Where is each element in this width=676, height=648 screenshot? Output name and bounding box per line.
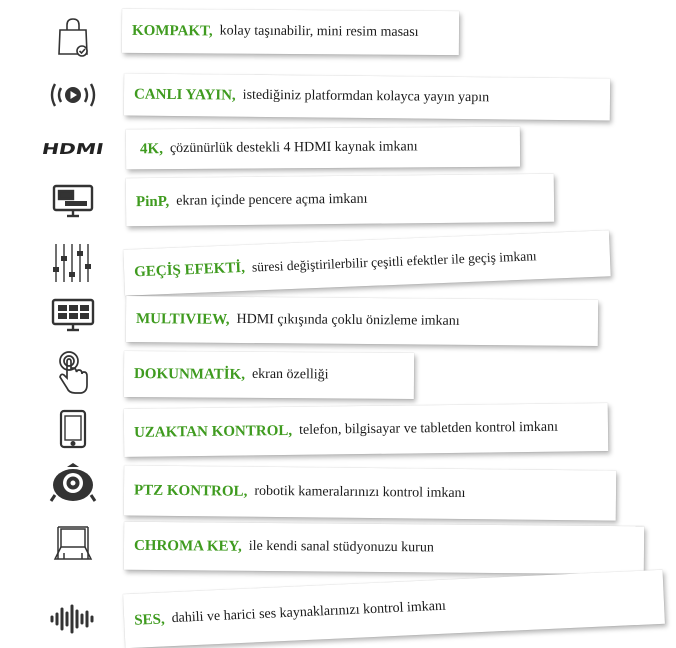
feature-description: istediğiniz platformdan kolayca yayın yapın bbox=[242, 87, 490, 106]
feature-description: kolay taşınabilir, mini resim masası bbox=[219, 23, 419, 40]
feature-title: UZAKTAN KONTROL, bbox=[133, 422, 293, 441]
feature-label-chroma bbox=[124, 522, 644, 575]
feature-label-touch bbox=[124, 351, 414, 399]
feature-title: CHROMA KEY, bbox=[133, 537, 242, 555]
feature-description: ekran içinde pencere açma imkanı bbox=[176, 191, 368, 209]
feature-label-ptz bbox=[124, 465, 616, 520]
feature-description: ile kendi sanal stüdyonuzu kurun bbox=[248, 538, 434, 556]
green-screen-studio-icon bbox=[44, 520, 102, 566]
feature-description: çözünürlük destekli 4 HDMI kaynak imkanı bbox=[169, 139, 418, 157]
feature-title: 4K, bbox=[139, 140, 163, 157]
feature-title: GEÇİŞ EFEKTİ, bbox=[133, 259, 246, 280]
live-stream-icon bbox=[44, 72, 102, 118]
feature-description: dahili ve harici ses kaynaklarınızı kontrol imkanı bbox=[171, 598, 447, 627]
picture-in-picture-icon bbox=[44, 178, 102, 224]
feature-label-live bbox=[124, 73, 610, 120]
feature-title: CANLI YAYIN, bbox=[133, 86, 236, 104]
ptz-camera-icon bbox=[44, 460, 102, 506]
feature-label-multiview bbox=[126, 296, 598, 346]
hdmi-logo-icon bbox=[38, 126, 108, 172]
feature-label-compact bbox=[122, 9, 459, 55]
feature-label-4k bbox=[126, 127, 520, 170]
hdmi-logo-text: HDMI bbox=[40, 140, 106, 158]
feature-title: DOKUNMATİK, bbox=[133, 365, 246, 383]
shopping-bag-icon bbox=[44, 14, 102, 60]
feature-title: PinP, bbox=[135, 193, 170, 210]
feature-label-transition bbox=[123, 230, 610, 295]
multiview-monitor-icon bbox=[44, 292, 102, 338]
feature-description: ekran özelliği bbox=[251, 366, 329, 383]
mixer-sliders-icon bbox=[44, 240, 102, 286]
feature-description: süresi değiştirilerbilir çeşitli efektler ile geçiş imkanı bbox=[251, 248, 537, 275]
feature-title: PTZ KONTROL, bbox=[133, 482, 248, 500]
tablet-icon bbox=[44, 406, 102, 452]
feature-description: telefon, bilgisayar ve tabletden kontrol imkanı bbox=[298, 419, 559, 438]
feature-label-sound bbox=[123, 570, 665, 648]
sound-wave-icon bbox=[44, 596, 102, 642]
feature-title: MULTIVIEW, bbox=[135, 310, 230, 328]
feature-label-remote bbox=[124, 403, 609, 457]
feature-description: HDMI çıkışında çoklu önizleme imkanı bbox=[236, 311, 460, 329]
touch-hand-icon bbox=[44, 350, 102, 396]
feature-title: SES, bbox=[133, 610, 166, 629]
feature-label-pinp bbox=[126, 174, 554, 226]
feature-description: robotik kameralarınızı kontrol imkanı bbox=[254, 483, 466, 501]
feature-title: KOMPAKT, bbox=[131, 22, 213, 39]
